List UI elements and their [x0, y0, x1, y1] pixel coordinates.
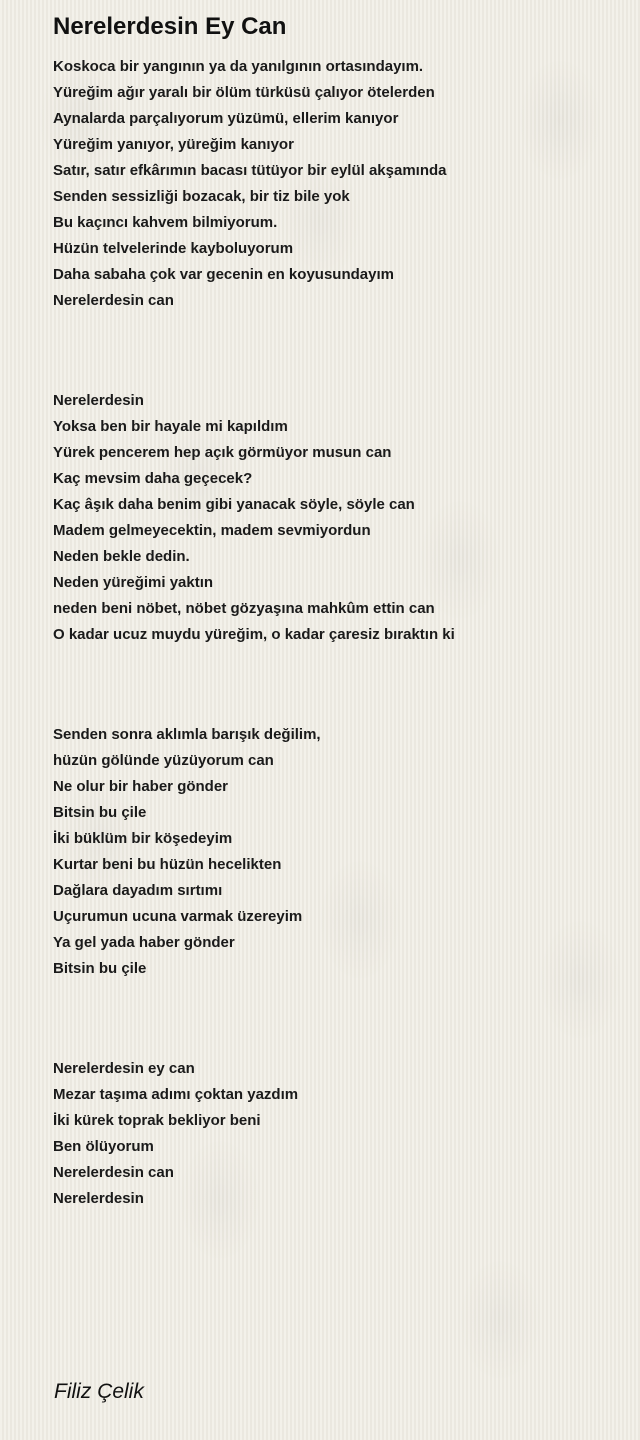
poem-body	[53, 54, 613, 1212]
poem-line: Yürek pencerem hep açık görmüyor musun can	[53, 444, 392, 461]
poem-line: Hüzün telvelerinde kayboluyorum	[53, 240, 294, 257]
poem-line: Aynalarda parçalıyorum yüzümü, ellerim kanıyor	[53, 110, 399, 127]
poem-line: Yüreğim ağır yaralı bir ölüm türküsü çalıyor ötelerden	[53, 84, 435, 101]
poem-line: Uçurumun ucuna varmak üzereyim	[53, 908, 303, 925]
poem-line: Koskoca bir yangının ya da yanılgının ortasındayım.	[53, 58, 424, 75]
stanza-1	[53, 54, 613, 314]
poem-line: O kadar ucuz muydu yüreğim, o kadar çaresiz bıraktın ki	[53, 626, 455, 643]
poem-page	[53, 12, 613, 1212]
stanza-4	[53, 1056, 613, 1212]
poem-line: Senden sonra aklımla barışık değilim,	[53, 726, 321, 743]
poem-line: Bitsin bu çile	[53, 804, 147, 821]
poem-line: İki büklüm bir köşedeyim	[53, 830, 233, 847]
poem-line: Ben ölüyorum	[53, 1138, 154, 1155]
poem-author: Filiz Çelik	[54, 1380, 144, 1403]
poem-line: Nerelerdesin can	[53, 1164, 174, 1181]
poem-line: Neden bekle dedin.	[53, 548, 190, 565]
poem-line: Nerelerdesin ey can	[53, 1060, 195, 1077]
poem-line: Mezar taşıma adımı çoktan yazdım	[53, 1086, 299, 1103]
poem-line: hüzün gölünde yüzüyorum can	[53, 752, 274, 769]
poem-line: Nerelerdesin can	[53, 292, 174, 309]
poem-line: Ne olur bir haber gönder	[53, 778, 229, 795]
poem-line: Daha sabaha çok var gecenin en koyusundayım	[53, 266, 394, 283]
poem-line: Ya gel yada haber gönder	[53, 934, 235, 951]
poem-line: Dağlara dayadım sırtımı	[53, 882, 223, 899]
poem-line: Bitsin bu çile	[53, 960, 147, 977]
poem-line: Nerelerdesin	[53, 1190, 144, 1207]
stanza-2	[53, 388, 613, 648]
poem-line: Senden sessizliği bozacak, bir tiz bile yok	[53, 188, 350, 205]
poem-line: Satır, satır efkârımın bacası tütüyor bir eylül akşamında	[53, 162, 447, 179]
poem-line: Neden yüreğimi yaktın	[53, 574, 214, 591]
poem-line: Madem gelmeyecektin, madem sevmiyordun	[53, 522, 371, 539]
poem-line: İki kürek toprak bekliyor beni	[53, 1112, 261, 1129]
poem-line: Kaç âşık daha benim gibi yanacak söyle, söyle can	[53, 496, 415, 513]
poem-line: Kurtar beni bu hüzün hecelikten	[53, 856, 282, 873]
stanza-3	[53, 722, 613, 982]
poem-line: Yüreğim yanıyor, yüreğim kanıyor	[53, 136, 294, 153]
poem-line: neden beni nöbet, nöbet gözyaşına mahkûm ettin can	[53, 600, 435, 617]
poem-line: Kaç mevsim daha geçecek?	[53, 470, 253, 487]
poem-line: Nerelerdesin	[53, 392, 144, 409]
poem-line: Bu kaçıncı kahvem bilmiyorum.	[53, 214, 278, 231]
poem-line: Yoksa ben bir hayale mi kapıldım	[53, 418, 288, 435]
poem-title: Nerelerdesin Ey Can	[53, 13, 287, 40]
